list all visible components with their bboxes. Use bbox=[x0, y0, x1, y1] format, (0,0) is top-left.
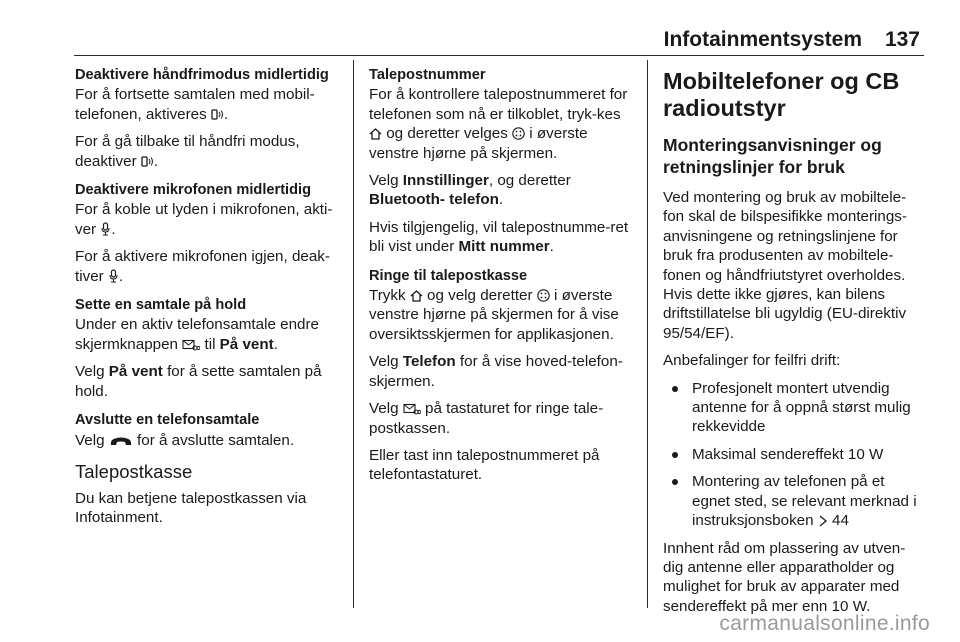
text: i øverste venstre hjørne på skjermen. bbox=[369, 125, 588, 162]
page-header bbox=[0, 0, 960, 54]
text: for å avslutte samtalen. bbox=[137, 431, 295, 449]
column-divider bbox=[647, 60, 648, 608]
page-reference[interactable]: 44 bbox=[832, 512, 849, 530]
paragraph: Innhent råd om plassering av utven-dig antenne eller apparatholder og mulighet for bruk av apparater med sendereffekt på mer enn 10 W. bbox=[663, 539, 906, 615]
microphone-icon bbox=[100, 222, 111, 236]
paragraph bbox=[369, 85, 636, 163]
text: For å gå tilbake til håndfri modus, deaktiver bbox=[75, 133, 300, 170]
ui-label-my-number: Mitt nummer bbox=[458, 238, 550, 256]
section-title: Talepostnummer bbox=[369, 67, 486, 83]
list-item bbox=[663, 472, 925, 530]
text: Velg bbox=[75, 431, 105, 449]
paragraph bbox=[369, 171, 636, 210]
paragraph bbox=[369, 286, 636, 344]
bullet-list bbox=[663, 379, 925, 531]
handset-speaker-icon bbox=[141, 155, 154, 168]
text: For å aktivere mikrofonen igjen, deak-tiver bbox=[75, 248, 330, 285]
section-voicemail-number bbox=[369, 66, 636, 257]
column-right bbox=[663, 68, 925, 624]
ui-label-phone: Telefon bbox=[402, 353, 456, 371]
ui-label-on-hold: På vent bbox=[108, 363, 163, 381]
running-title: Infotainmentsystem bbox=[663, 28, 862, 51]
text: , og deretter bbox=[488, 172, 571, 190]
text: for å sette samtalen på hold. bbox=[75, 363, 322, 400]
voicemail-icon bbox=[403, 403, 421, 415]
column-divider bbox=[353, 60, 354, 608]
paragraph: Under en aktiv telefonsamtale endre skjermknappen til På vent. bbox=[75, 316, 319, 353]
page-ref-arrow-icon bbox=[818, 515, 828, 527]
ui-label-settings: Innstillinger bbox=[402, 172, 489, 190]
hang-up-icon bbox=[109, 436, 133, 447]
section-title: Sette en samtale på hold bbox=[75, 297, 247, 314]
apps-grid-icon bbox=[537, 289, 550, 302]
paragraph: Anbefalinger for feilfri drift: bbox=[663, 352, 841, 370]
text: Velg bbox=[75, 363, 105, 381]
section-call-voicemail bbox=[369, 267, 636, 485]
section-voicemail bbox=[75, 460, 347, 528]
text: i øverste venstre hjørne på skjermen for å vise oversiktsskjermen for applikasjonen. bbox=[369, 287, 619, 343]
subheading: Monteringsanvisninger og retningslinjer for bruk bbox=[663, 135, 882, 177]
section-end-call bbox=[75, 411, 347, 450]
text: For å koble ut lyden i mikrofonen, akti-ver bbox=[75, 201, 333, 238]
text: Hvis tilgjengelig, vil talepostnumme-ret bli vist under bbox=[369, 218, 629, 256]
text: Velg bbox=[369, 172, 399, 190]
paragraph: Eller tast inn talepostnummeret på telefontastaturet. bbox=[369, 446, 600, 484]
paragraph: Ved montering og bruk av mobiltele-fon skal de bilspesifikke monterings-anvisningene og retningslinjene for bruk fra produsenten av mobiltele-fonen og håndfriutstyret overholdes. Hvis dette ikke gjøres, kan bilens driftstillatelse bli ugyldig (EU-direktiv 95/54/EF). bbox=[663, 189, 907, 342]
apps-grid-icon bbox=[512, 127, 525, 140]
section-title: Deaktivere mikrofonen midlertidig bbox=[75, 182, 311, 199]
section-deactivate-microphone bbox=[75, 181, 347, 286]
text: til bbox=[204, 335, 216, 353]
home-icon bbox=[410, 290, 423, 302]
paragraph bbox=[369, 352, 636, 391]
section-title: Ringe til talepostkasse bbox=[369, 267, 528, 284]
text: For å kontrollere talepostnummeret for telefonen som nå er tilkoblet, tryk-kes bbox=[369, 86, 628, 123]
text: Under en aktiv telefonsamtale endre skjermknappen bbox=[75, 316, 319, 353]
paragraph: For å koble ut lyden i mikrofonen, akti-ver . bbox=[75, 201, 333, 238]
section-hold-call bbox=[75, 296, 347, 401]
page-number: 137 bbox=[884, 28, 920, 51]
text: for å vise hoved-telefon-skjermen. bbox=[369, 353, 623, 390]
column-middle bbox=[369, 66, 636, 493]
paragraph: For å gå tilbake til håndfri modus, deaktiver . bbox=[75, 133, 300, 170]
text: og deretter velges bbox=[386, 125, 508, 143]
text: på tastaturet for ringe tale-postkassen. bbox=[369, 400, 604, 437]
text: Montering av telefonen på et egnet sted, se relevant merknad i instruksjonsboken bbox=[692, 473, 917, 530]
text: Velg bbox=[369, 353, 399, 371]
paragraph bbox=[75, 431, 347, 450]
paragraph: For å fortsette samtalen med mobil-telefonen, aktiveres . bbox=[75, 86, 315, 123]
column-left bbox=[75, 66, 347, 536]
home-icon bbox=[369, 128, 382, 140]
text: For å fortsette samtalen med mobil-telefonen, aktiveres bbox=[75, 86, 315, 123]
section-title: Deaktivere håndfrimodus midlertidig bbox=[75, 67, 329, 83]
ui-label-on-hold: På vent bbox=[219, 335, 274, 353]
chapter-heading: Mobiltelefoner og CB radioutstyr bbox=[663, 68, 900, 121]
list-item: Maksimal sendereffekt 10 W bbox=[663, 445, 925, 464]
watermark: carmanualsonline.info bbox=[719, 612, 930, 635]
voicemail-icon bbox=[182, 339, 200, 351]
paragraph bbox=[369, 399, 636, 438]
paragraph bbox=[75, 362, 347, 401]
header-rule bbox=[74, 55, 924, 56]
ui-label-bluetooth-phone: Bluetooth- telefon bbox=[369, 191, 499, 209]
text: Trykk bbox=[369, 287, 406, 305]
text: Velg bbox=[369, 400, 399, 418]
text: og velg deretter bbox=[427, 287, 533, 305]
section-deactivate-handsfree bbox=[75, 66, 347, 171]
paragraph: For å aktivere mikrofonen igjen, deak-tiver . bbox=[75, 248, 330, 285]
section-heading: Talepostkasse bbox=[75, 460, 193, 482]
list-item: Profesjonelt montert utvendig antenne for å oppnå størst mulig rekkevidde bbox=[663, 379, 925, 437]
microphone-icon bbox=[108, 269, 119, 283]
handset-speaker-icon bbox=[211, 108, 224, 121]
section-title: Avslutte en telefonsamtale bbox=[75, 412, 260, 429]
text: . bbox=[549, 238, 554, 256]
text: . bbox=[498, 191, 504, 209]
paragraph bbox=[369, 218, 636, 257]
paragraph: Du kan betjene talepostkassen via Infotainment. bbox=[75, 489, 307, 527]
